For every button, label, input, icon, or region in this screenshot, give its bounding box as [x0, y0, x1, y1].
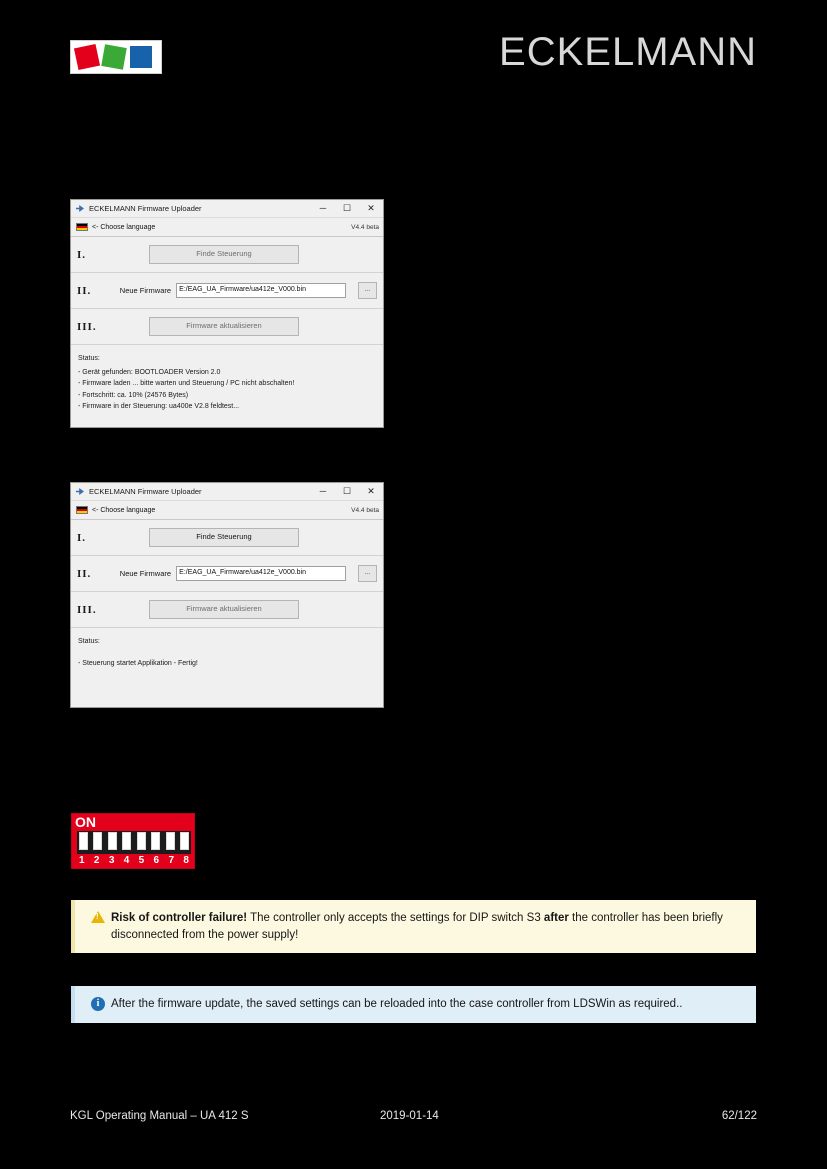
update-firmware-button[interactable]: Firmware aktualisieren: [149, 600, 299, 619]
warning-lead: Risk of controller failure!: [111, 912, 248, 924]
step-one-label: I.: [77, 531, 87, 544]
language-bar[interactable]: [71, 501, 383, 520]
find-controller-button[interactable]: Finde Steuerung: [149, 528, 299, 547]
footer-date: 2019-01-14: [380, 1110, 439, 1122]
window-controls: [311, 483, 383, 500]
minimize-icon[interactable]: ─: [319, 203, 327, 213]
dip-lever[interactable]: [108, 832, 117, 850]
dip-number: 4: [123, 855, 130, 866]
dip-numbers: [77, 855, 191, 866]
status-line: - Gerät gefunden: BOOTLOADER Version 2.0: [78, 368, 221, 376]
language-hint: <- Choose language: [92, 506, 156, 514]
page-footer: [70, 1110, 757, 1132]
firmware-uploader-window-1: [70, 199, 384, 428]
firmware-uploader-window-2: [70, 482, 384, 708]
window-titlebar[interactable]: [71, 200, 383, 218]
step-one-row: [71, 237, 383, 273]
firmware-field-label: Neue Firmware: [119, 569, 172, 578]
browse-button[interactable]: ...: [358, 282, 378, 299]
update-firmware-button[interactable]: Firmware aktualisieren: [149, 317, 299, 336]
footer-page-number: 62/122: [721, 1110, 757, 1122]
window-controls: [311, 200, 383, 217]
step-three-row: [71, 309, 383, 345]
dip-lever[interactable]: [166, 832, 175, 850]
logo-square-blue: [130, 46, 152, 68]
maximize-icon[interactable]: ☐: [342, 203, 352, 213]
warning-emphasis: after: [543, 912, 569, 924]
find-controller-button[interactable]: Finde Steuerung: [149, 245, 299, 264]
app-icon: [76, 204, 85, 213]
dip-on-label: ON: [75, 814, 96, 830]
status-line: - Steuerung startet Applikation - Fertig!: [78, 659, 198, 667]
dip-number: 6: [153, 855, 160, 866]
german-flag-icon[interactable]: [76, 506, 88, 514]
logo-square-red: [74, 44, 100, 70]
window-title: ECKELMANN Firmware Uploader: [89, 487, 202, 496]
info-callout: [71, 986, 756, 1023]
step-two-label: II.: [77, 567, 92, 580]
brand-name: ECKELMANN: [499, 30, 757, 74]
step-two-row: [71, 556, 383, 592]
step-one-row: [71, 520, 383, 556]
dip-lever[interactable]: [180, 832, 189, 850]
maximize-icon[interactable]: ☐: [342, 486, 352, 496]
firmware-path-input[interactable]: E:/EAG_UA_Firmware/ua412e_V000.bin: [176, 566, 345, 581]
status-line: - Firmware in der Steuerung: ua400e V2.8 feldtest...: [78, 403, 240, 411]
dip-number: 3: [108, 855, 115, 866]
firmware-path-input[interactable]: E:/EAG_UA_Firmware/ua412e_V000.bin: [176, 283, 345, 298]
close-icon[interactable]: ✕: [367, 203, 375, 213]
app-version: V4.4 beta: [351, 223, 379, 231]
status-title: Status:: [78, 638, 100, 645]
dip-levers[interactable]: [77, 831, 191, 854]
logo-square-green: [101, 44, 126, 69]
info-callout-text: After the firmware update, the saved settings can be reloaded into the case controller from LDSWin as required..: [111, 998, 683, 1010]
dip-lever[interactable]: [122, 832, 131, 850]
status-title: Status:: [78, 355, 100, 362]
dip-number: 1: [79, 855, 85, 866]
language-hint: <- Choose language: [92, 223, 156, 231]
eckelmann-logo-icon: [70, 40, 162, 74]
german-flag-icon[interactable]: [76, 223, 88, 231]
status-line: - Firmware laden ... bitte warten und Steuerung / PC nicht abschalten!: [78, 380, 295, 388]
window-title: ECKELMANN Firmware Uploader: [89, 204, 202, 213]
step-three-row: [71, 592, 383, 628]
app-icon: [76, 487, 85, 496]
browse-button[interactable]: ...: [358, 565, 378, 582]
dip-switch-s3: [71, 813, 195, 869]
dip-lever[interactable]: [151, 832, 160, 850]
dip-number: 2: [93, 855, 100, 866]
dip-number: 8: [183, 855, 189, 866]
status-line: - Fortschritt: ca. 10% (24576 Bytes): [78, 391, 189, 399]
language-bar[interactable]: [71, 218, 383, 237]
step-two-row: [71, 273, 383, 309]
warning-triangle-icon: [85, 910, 111, 943]
close-icon[interactable]: ✕: [367, 486, 375, 496]
warning-body-2: the controller has been briefly disconnected from the power supply!: [111, 912, 723, 941]
step-two-label: II.: [77, 284, 92, 297]
page-header: [70, 30, 757, 88]
window-titlebar[interactable]: [71, 483, 383, 501]
dip-lever[interactable]: [137, 832, 146, 850]
minimize-icon[interactable]: ─: [319, 486, 327, 496]
dip-lever[interactable]: [93, 832, 102, 850]
firmware-field-label: Neue Firmware: [119, 286, 172, 295]
dip-number: 5: [138, 855, 145, 866]
dip-number: 7: [168, 855, 174, 866]
info-circle-icon: i: [85, 996, 111, 1013]
status-panel: [71, 628, 383, 669]
app-version: V4.4 beta: [351, 506, 379, 514]
warning-body-1: The controller only accepts the settings for DIP switch S3: [247, 912, 544, 924]
footer-document-title: KGL Operating Manual – UA 412 S: [70, 1110, 249, 1122]
step-three-label: III.: [77, 320, 97, 333]
status-panel: [71, 345, 383, 413]
step-three-label: III.: [77, 603, 97, 616]
dip-lever[interactable]: [79, 832, 88, 850]
step-one-label: I.: [77, 248, 87, 261]
warning-callout-text: [111, 910, 744, 943]
warning-callout: [71, 900, 756, 953]
